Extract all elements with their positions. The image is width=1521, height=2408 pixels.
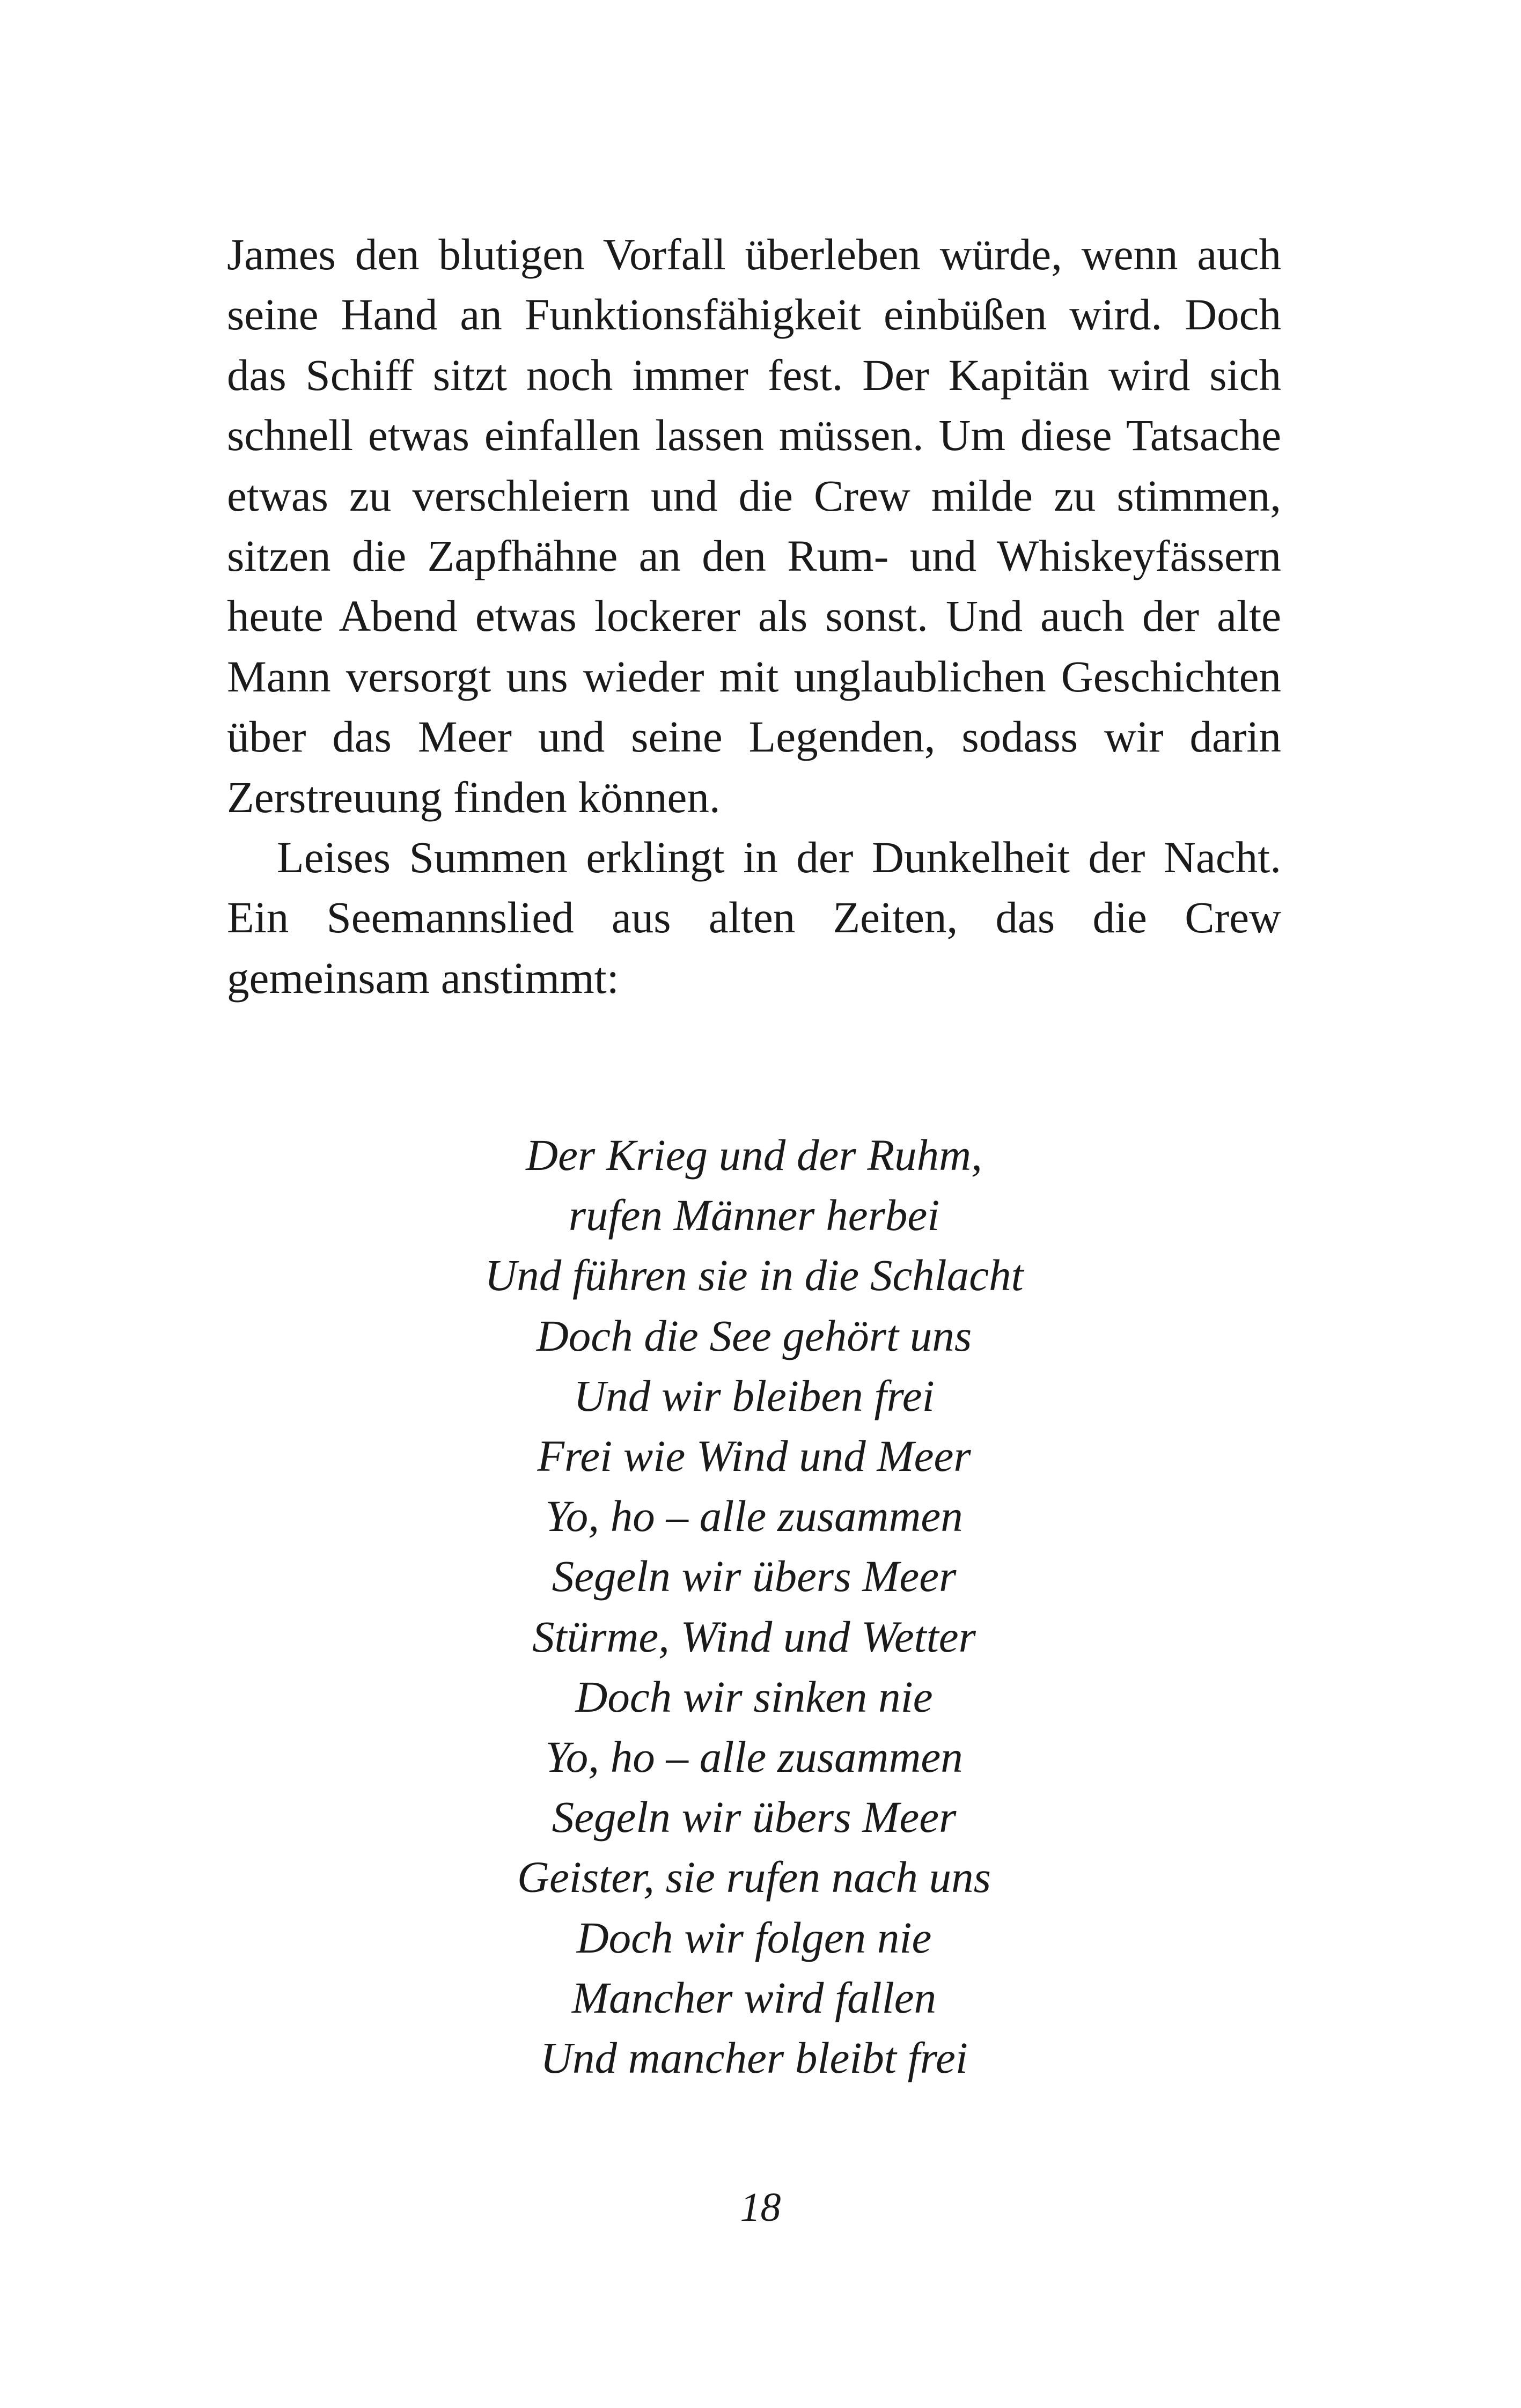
poem-line: Und wir bleiben frei [574,1371,935,1420]
paragraph-1: James den blutigen Vorfall überleben würde, wenn auch seine Hand an Funktionsfähigkeit einbüßen wird. Doch das Schiff sitzt noch immer fest. Der Kapitän wird sich schnell etwas einfallen lassen müssen. Um diese Tatsache etwas zu verschleiern und die Crew milde zu stimmen, sitzen die Zapfhähne an den Rum- und Whiskeyfässern heute Abend etwas lockerer als sonst. Und auch der alte Mann versorgt uns wieder mit unglaublichen Geschichten über das Meer und seine Legenden, sodass wir darin Zerstreuung finden können. [227,230,1281,822]
poem-line: Geister, sie rufen nach uns [517,1852,991,1902]
poem-line: Segeln wir übers Meer [552,1551,957,1601]
poem-line: Frei wie Wind und Meer [537,1431,971,1481]
poem-line: Segeln wir übers Meer [552,1792,957,1842]
paragraph-2: Leises Summen erklingt in der Dunkelheit der Nacht. Ein Seemannslied aus alten Zeiten, das die Crew gemeinsam anstimmt: [227,833,1281,1003]
poem-line: Und führen sie in die Schlacht [484,1250,1024,1300]
poem [227,1125,1281,2088]
poem-line: Yo, ho – alle zusammen [545,1491,963,1541]
poem-line: Stürme, Wind und Wetter [532,1611,976,1661]
poem-line: Yo, ho – alle zusammen [545,1732,963,1782]
poem-line: Doch wir sinken nie [575,1671,933,1721]
poem-line: rufen Männer herbei [568,1190,940,1240]
poem-line: Doch die See gehört uns [536,1310,972,1360]
poem-line: Der Krieg und der Ruhm, [526,1130,982,1180]
body-text [227,224,1281,1008]
poem-line: Mancher wird fallen [571,1972,937,2022]
poem-line: Und mancher bleibt frei [540,2033,968,2083]
page-number: 18 [740,2185,781,2230]
poem-line: Doch wir folgen nie [576,1912,932,1962]
